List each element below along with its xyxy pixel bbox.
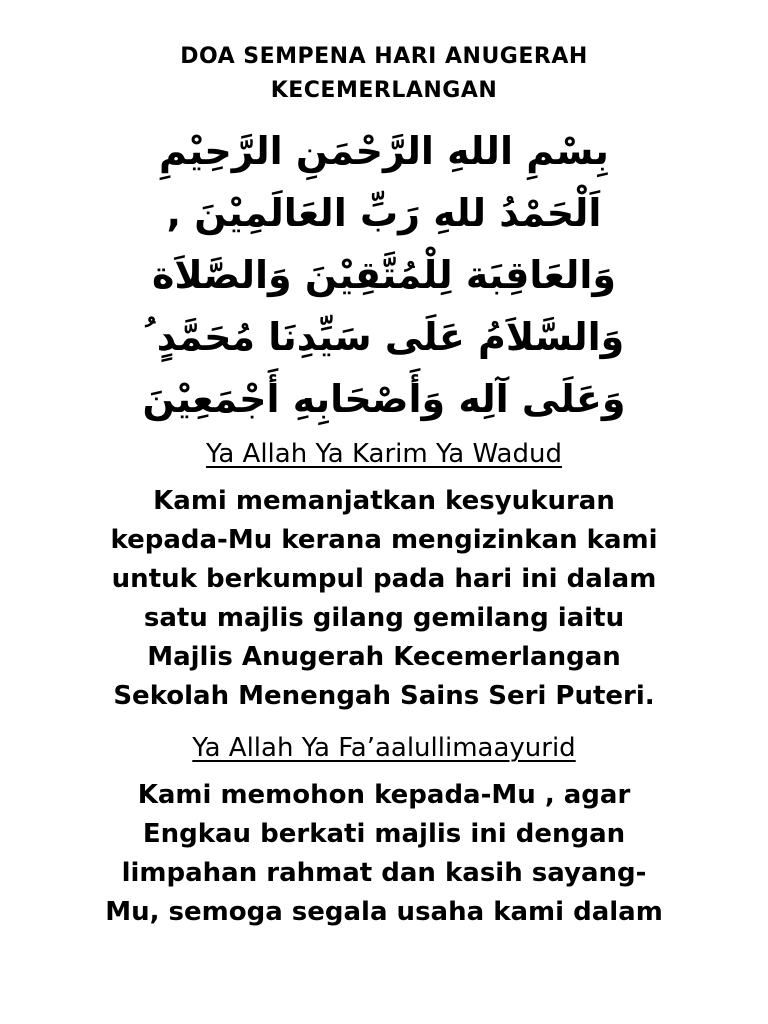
paragraph-2 xyxy=(44,776,724,932)
paragraph-line: Kami memanjatkan kesyukuran xyxy=(153,486,615,516)
document-title xyxy=(104,40,664,108)
paragraph-line: satu majlis gilang gemilang iaitu xyxy=(143,603,625,633)
arabic-line: وَعَلَى آلِه وَأَصْحَابِهِ أَجْمَعِيْنَ xyxy=(142,377,626,421)
paragraph-line: Engkau berkati majlis ini dengan xyxy=(142,819,626,849)
section-heading-2: Ya Allah Ya Fa’aalullimaayurid xyxy=(192,733,576,763)
document-page xyxy=(40,40,728,932)
paragraph-1 xyxy=(44,482,724,716)
paragraph-line: limpahan rahmat dan kasih sayang- xyxy=(121,858,647,888)
section-heading-1: Ya Allah Ya Karim Ya Wadud xyxy=(206,439,562,469)
arabic-opening-prayer xyxy=(74,120,694,430)
arabic-line: اَلْحَمْدُ للهِ رَبِّ العَالَمِيْنَ , xyxy=(166,191,602,235)
paragraph-line: Kami memohon kepada-Mu , agar xyxy=(137,780,631,810)
arabic-line: وَالعَاقِبَة لِلْمُتَّقِيْنَ وَالصَّلاَة xyxy=(152,253,616,297)
paragraph-line: Majlis Anugerah Kecemerlangan xyxy=(147,642,621,672)
arabic-line: وَالسَّلاَمُ عَلَى سَيِّدِنَا مُحَمَّدٍ ُ xyxy=(143,315,625,359)
arabic-line: بِسْمِ اللهِ الرَّحْمَنِ الرَّحِيْمِ xyxy=(159,129,609,173)
paragraph-line: kepada-Mu kerana mengizinkan kami xyxy=(110,525,658,555)
title-line: KECEMERLANGAN xyxy=(270,78,498,103)
paragraph-line: Mu, semoga segala usaha kami dalam xyxy=(105,897,663,927)
title-line: DOA SEMPENA HARI ANUGERAH xyxy=(180,44,588,69)
paragraph-line: Sekolah Menengah Sains Seri Puteri. xyxy=(113,681,655,711)
paragraph-line: untuk berkumpul pada hari ini dalam xyxy=(111,564,657,594)
